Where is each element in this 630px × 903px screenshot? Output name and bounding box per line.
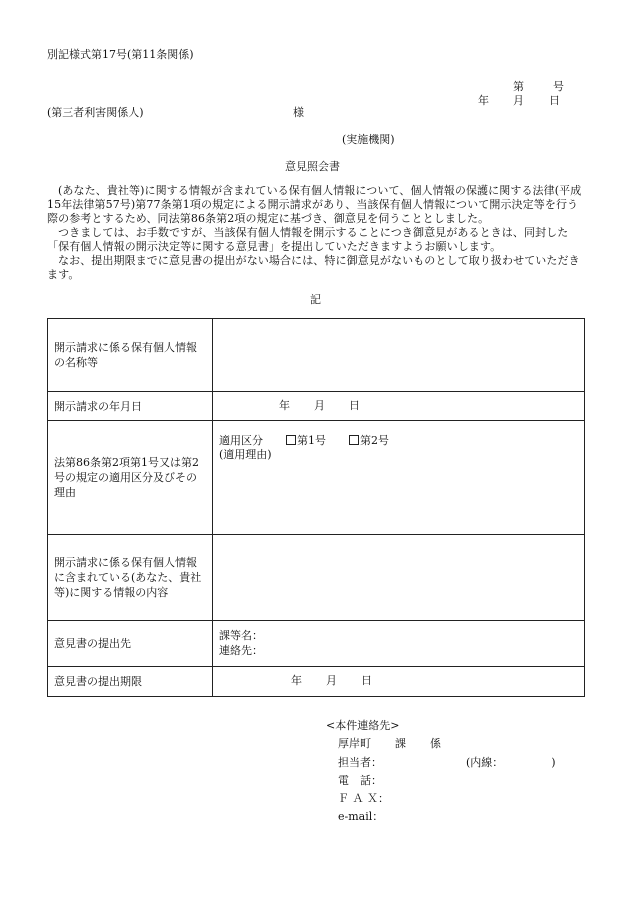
deadline-month: 月 [326, 674, 337, 688]
contact-phone: 電 話： [338, 773, 382, 787]
contact-heading: <本件連絡先> [326, 719, 400, 732]
contact-person-line [326, 754, 556, 772]
ki-heading: 記 [310, 293, 321, 306]
doc-number-go: 号 [553, 80, 564, 93]
addressee-label: (第三者利害関係人) [47, 106, 144, 119]
request-date-month: 月 [314, 398, 325, 412]
option-dai1: 第1号 [297, 434, 326, 447]
contact-block [326, 717, 556, 827]
category-kubun: 適用区分 [219, 434, 263, 447]
table-row [48, 392, 585, 421]
addressee-honorific: 様 [293, 106, 304, 119]
contact-extension-close: ) [551, 755, 556, 769]
issuer: (実施機関) [342, 133, 395, 146]
body-paragraph-2: つきましては、お手数ですが、当該保有個人情報を開示することにつき御意見があるときは、同封した「保有個人情報の開示決定等に関する意見書」を提出していただきますようお願いします。 [47, 226, 569, 253]
body-paragraph-1: (あなた、貴社等)に関する情報が含まれている保有個人情報について、個人情報の保護に関する法律(平成15年法律第57号)第77条第1項の規定による開示請求があり、当該保有個人情報について開示決定等を行う際の参考とするため、同法第86条第2項の規定に基づき、御意見を伺うこととしました。 [47, 184, 582, 225]
table-row [48, 621, 585, 667]
checkbox-dai1[interactable] [286, 435, 296, 445]
row-submit-to-label: 意見書の提出先 [48, 621, 213, 667]
inquiry-table [47, 318, 585, 697]
body-text [47, 184, 584, 282]
row-category-value [213, 421, 585, 535]
table-row [48, 667, 585, 697]
contact-kakari: 係 [430, 737, 441, 751]
row-content-value [213, 535, 585, 621]
row-category-label: 法第86条第2項第1号又は第2号の規定の適用区分及びその理由 [48, 421, 213, 535]
contact-org [326, 735, 556, 753]
table-row [48, 421, 585, 535]
document-title: 意見照会書 [285, 160, 340, 173]
row-request-date-label: 開示請求の年月日 [48, 392, 213, 421]
contact-person: 担当者： [338, 755, 382, 769]
deadline-day: 日 [361, 674, 372, 688]
checkbox-dai2[interactable] [349, 435, 359, 445]
row-request-date-value [213, 392, 585, 421]
contact-ka: 課 [395, 737, 406, 751]
contact-email: e-mail： [338, 810, 384, 824]
option-dai2: 第2号 [360, 434, 389, 447]
contact-town: 厚岸町 [338, 737, 371, 751]
row-name-value [213, 319, 585, 392]
date-year: 年 [478, 94, 489, 107]
contact-extension-open: (内線： [466, 755, 504, 769]
submit-to-contact: 連絡先： [219, 643, 263, 657]
body-paragraph-3: なお、提出期限までに意見書の提出がない場合には、特に御意見がないものとして取り扱わせていただきます。 [47, 254, 580, 281]
date-month: 月 [513, 94, 524, 107]
row-deadline-value [213, 667, 585, 697]
submit-to-dept: 課等名： [219, 629, 263, 643]
deadline-year: 年 [291, 674, 302, 688]
row-content-label: 開示請求に係る保有個人情報に含まれている(あなた、貴社等)に関する情報の内容 [48, 535, 213, 621]
row-name-label: 開示請求に係る保有個人情報の名称等 [48, 319, 213, 392]
category-reason: (適用理由) [219, 448, 272, 462]
request-date-year: 年 [279, 398, 290, 412]
row-submit-to-value [213, 621, 585, 667]
doc-number-dai: 第 [513, 80, 524, 93]
row-deadline-label: 意見書の提出期限 [48, 667, 213, 697]
request-date-day: 日 [349, 398, 360, 412]
contact-fax: Ｆ Ａ Ｘ： [338, 792, 389, 806]
date-day: 日 [549, 94, 560, 107]
table-row [48, 535, 585, 621]
table-row [48, 319, 585, 392]
form-number: 別記様式第17号(第11条関係) [47, 48, 194, 61]
